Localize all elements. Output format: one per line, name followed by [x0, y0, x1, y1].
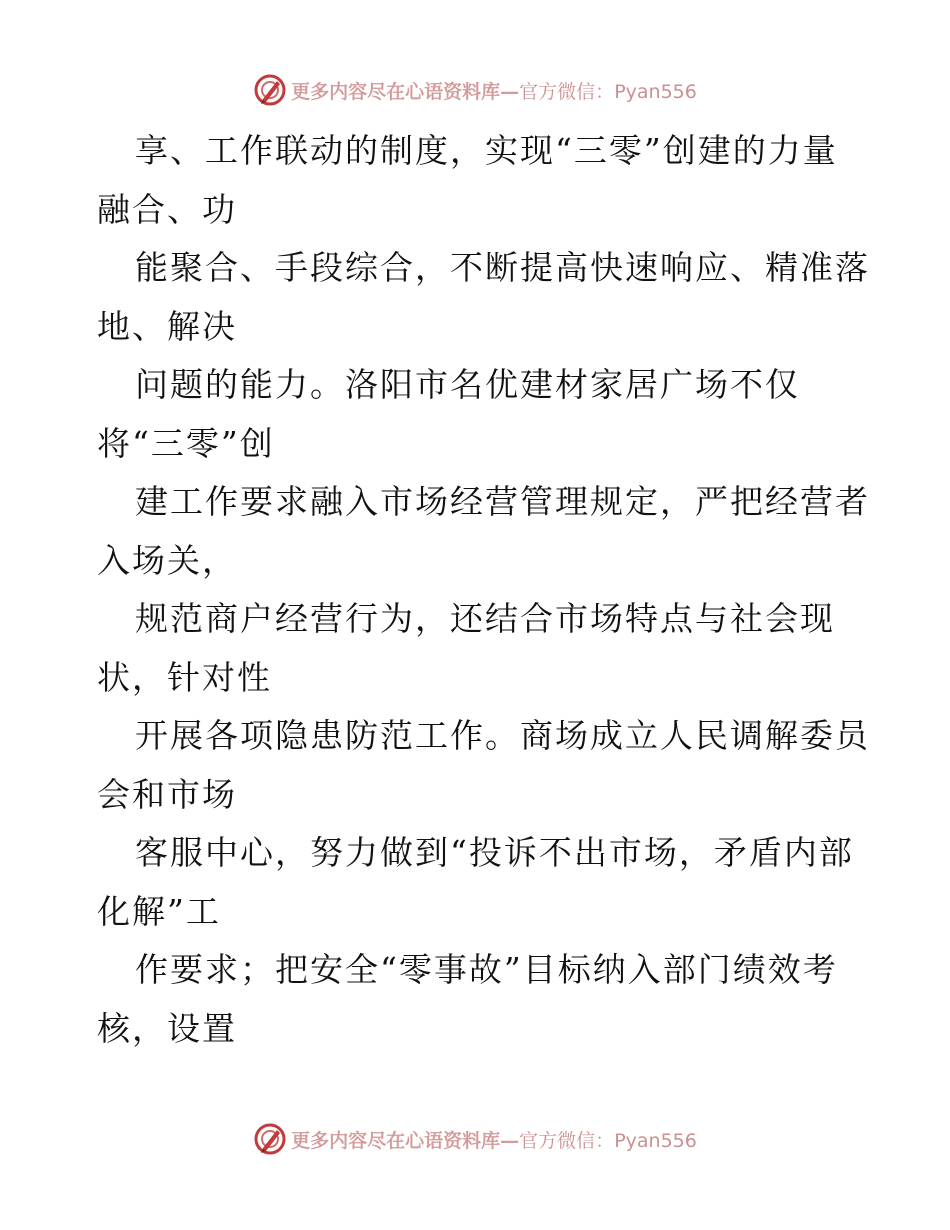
body-line: 状，针对性: [97, 657, 272, 697]
body-line: 享、工作联动的制度，实现“三零”创建的力量: [135, 131, 838, 170]
body-line: 开展各项隐患防范工作。商场成立人民调解委员: [135, 716, 870, 755]
body-line: 建工作要求融入市场经营管理规定，严把经营者: [135, 482, 870, 521]
brand-logo-icon: [253, 1122, 287, 1156]
brand-logo-icon: [253, 73, 287, 107]
body-line: 规范商户经营行为，还结合市场特点与社会现: [135, 599, 835, 638]
body-line: 核，设置: [97, 1008, 237, 1048]
body-line: 会和市场: [97, 774, 237, 814]
body-line: 能聚合、手段综合，不断提高快速响应、精准落: [135, 248, 870, 287]
header-banner-dash: —: [500, 80, 520, 103]
footer-banner-title: 更多内容尽在心语资料库: [291, 1129, 501, 1152]
footer-wechat-id: Pyan556: [614, 1129, 697, 1152]
body-line: 地、解决: [97, 306, 237, 346]
footer-banner-inner: [253, 1122, 697, 1156]
footer-banner: [0, 1117, 950, 1161]
body-line: 入场关，: [97, 540, 237, 580]
document-body: [97, 122, 870, 1058]
body-line: 客服中心，努力做到“投诉不出市场，矛盾内部: [135, 833, 854, 872]
footer-banner-text: [291, 1126, 697, 1153]
body-line: 融合、功: [97, 189, 237, 229]
header-banner-text: [291, 77, 697, 104]
footer-banner-dash: —: [500, 1129, 520, 1152]
body-line: 问题的能力。洛阳市名优建材家居广场不仅: [135, 365, 800, 404]
header-banner-inner: [253, 73, 697, 107]
body-line: 将“三零”创: [97, 423, 275, 463]
header-banner-title: 更多内容尽在心语资料库: [291, 80, 501, 103]
header-wechat-label: 官方微信：: [519, 80, 615, 103]
body-line: 作要求；把安全“零事故”目标纳入部门绩效考: [135, 950, 838, 989]
footer-wechat-label: 官方微信：: [519, 1129, 615, 1152]
header-banner: [0, 68, 950, 112]
body-line: 化解”工: [97, 891, 221, 931]
header-wechat-id: Pyan556: [614, 80, 697, 103]
